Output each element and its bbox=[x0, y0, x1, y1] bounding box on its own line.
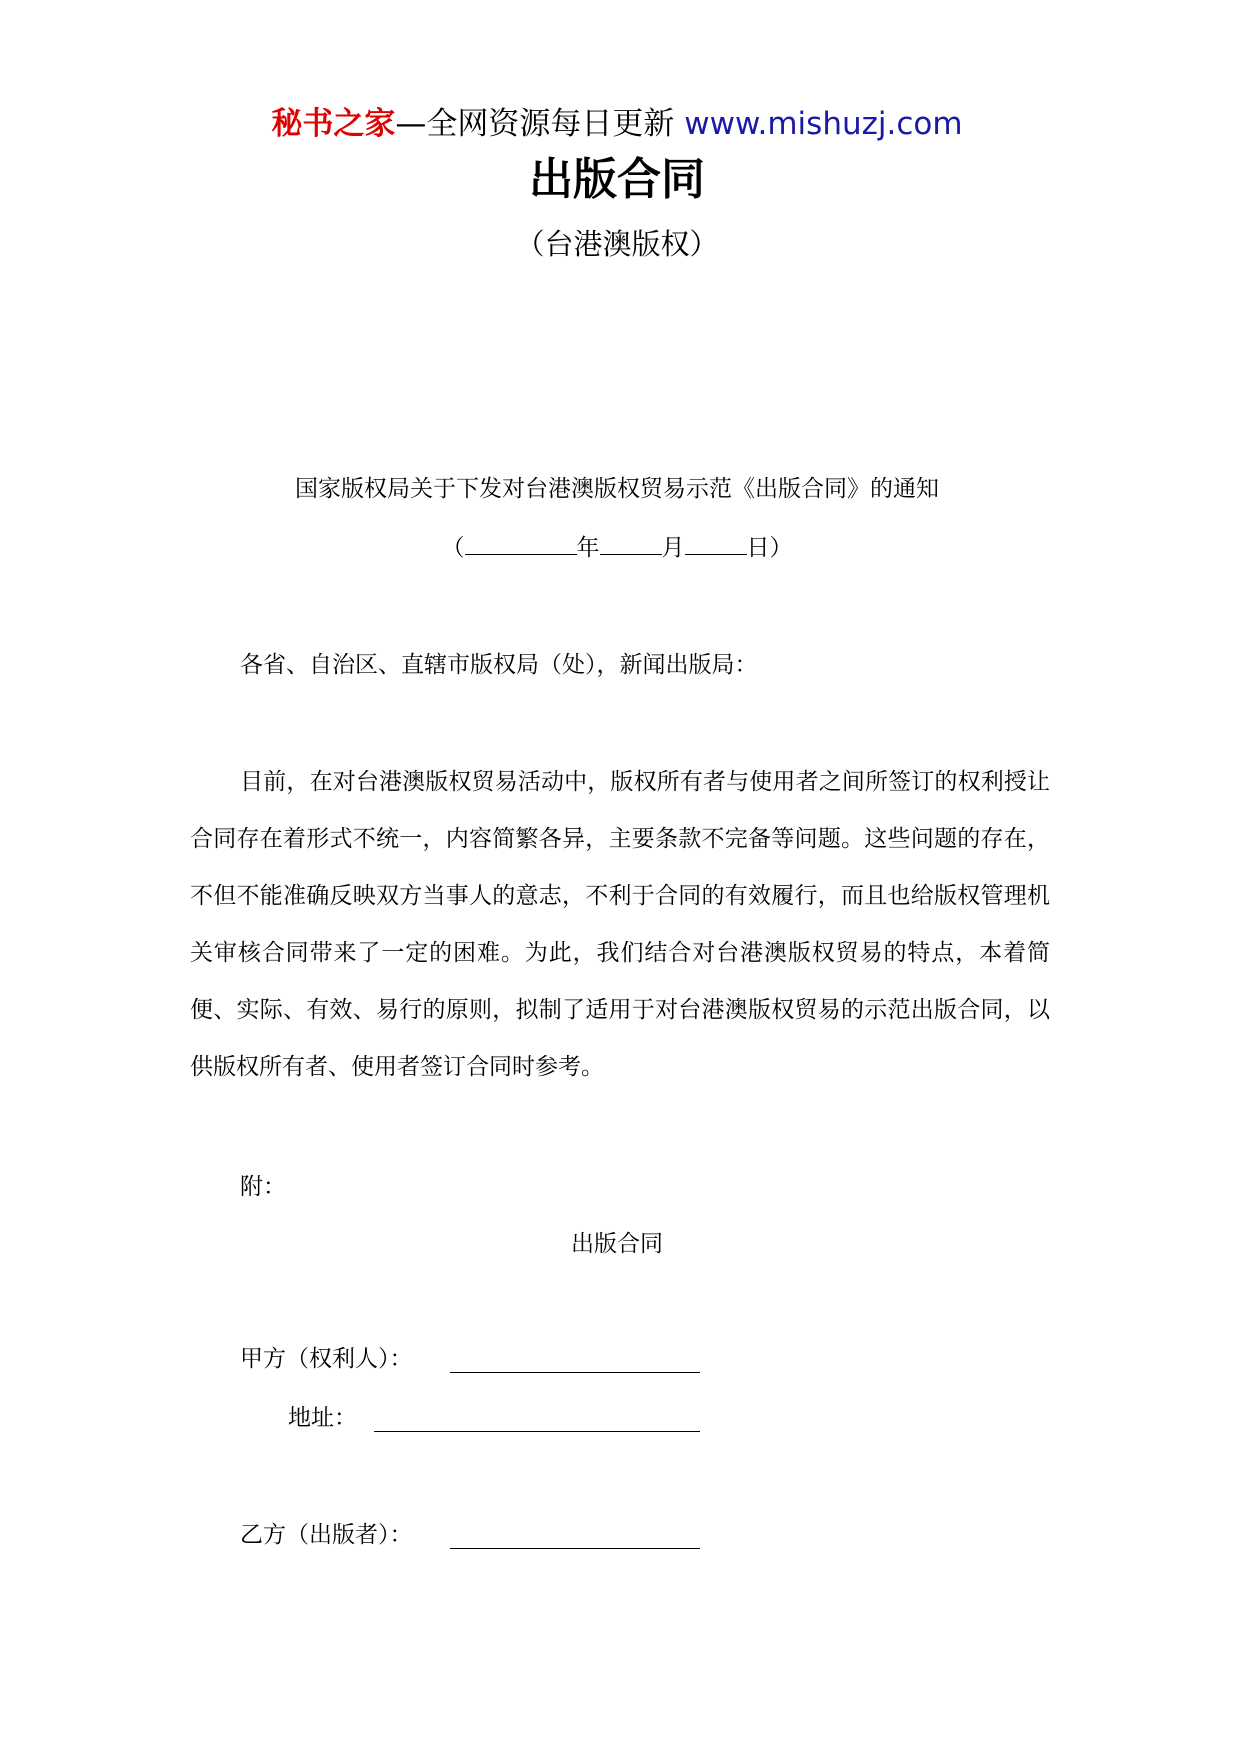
day-blank[interactable] bbox=[685, 532, 747, 555]
document-subtitle: （台港澳版权） bbox=[515, 227, 719, 261]
party-b-label: 乙方（出版者）： bbox=[240, 1522, 413, 1548]
body-paragraph bbox=[190, 754, 1050, 1096]
notice-title: 国家版权局关于下发对台港澳版权贸易示范《出版合同》的通知 bbox=[295, 476, 939, 502]
address-label: 地址： bbox=[288, 1405, 357, 1431]
banner-url-link[interactable]: www.mishuzj.com bbox=[684, 106, 963, 142]
body-paragraph-text: 目前，在对台港澳版权贸易活动中，版权所有者与使用者之间所签订的权利授让合同存在着形式不统一，内容简繁各异，主要条款不完备等问题。这些问题的存在，不但不能准确反映双方当事人的意志，不利于合同的有效履行，而且也给版权管理机关审核合同带来了一定的困难。为此，我们结合对台港澳版权贸易的特点，本着简便、实际、有效、易行的原则，拟制了适用于对台港澳版权贸易的示范出版合同，以供版权所有者、使用者签订合同时参考。 bbox=[190, 769, 1050, 1080]
party-a-label: 甲方（权利人）： bbox=[240, 1346, 413, 1372]
attachment-label: 附： bbox=[240, 1174, 286, 1200]
date-line bbox=[0, 532, 1234, 563]
party-b-input-line[interactable] bbox=[450, 1548, 700, 1549]
attachment-title: 出版合同 bbox=[571, 1231, 663, 1257]
salutation: 各省、自治区、直辖市版权局（处），新闻出版局： bbox=[240, 652, 758, 678]
address-input-line[interactable] bbox=[374, 1431, 700, 1432]
document-title: 出版合同 bbox=[529, 154, 705, 205]
month-label: 月 bbox=[661, 535, 685, 561]
year-blank[interactable] bbox=[465, 532, 577, 555]
day-label: 日） bbox=[746, 535, 793, 561]
site-banner bbox=[0, 104, 1234, 144]
month-blank[interactable] bbox=[600, 532, 662, 555]
year-label: 年 bbox=[576, 535, 600, 561]
party-a-input-line[interactable] bbox=[450, 1372, 700, 1373]
banner-tagline: —全网资源每日更新 bbox=[395, 106, 675, 142]
banner-brand: 秘书之家 bbox=[271, 106, 396, 142]
date-open-paren: （ bbox=[441, 535, 465, 561]
